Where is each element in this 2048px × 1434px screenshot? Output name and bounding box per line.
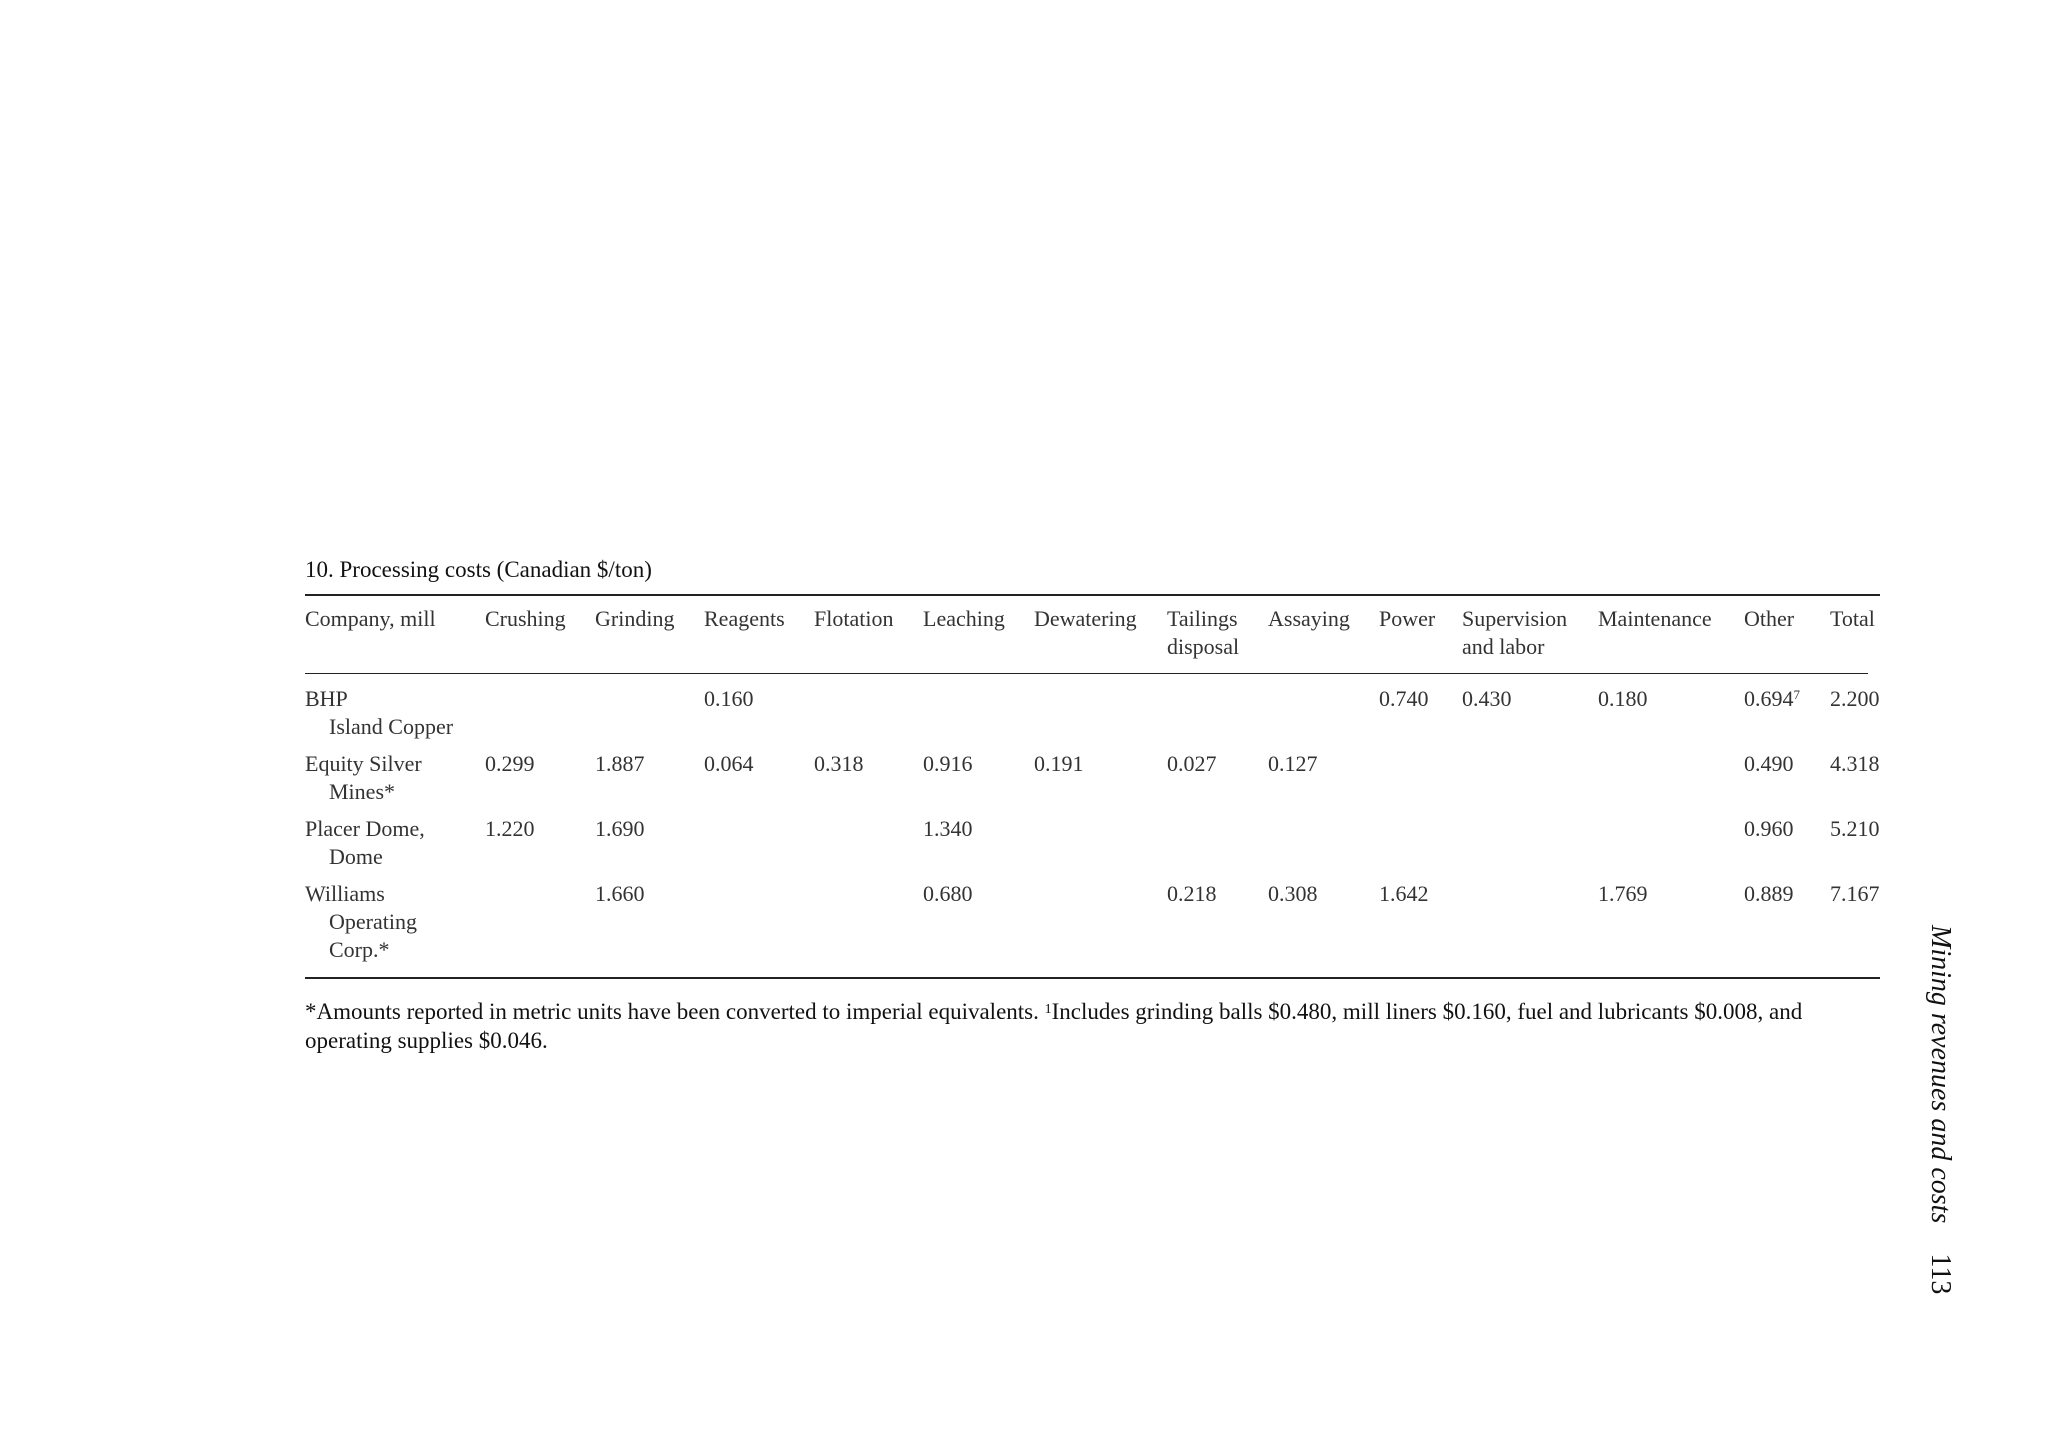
header-crushing: Crushing (485, 606, 566, 631)
header-dewatering: Dewatering (1034, 606, 1137, 631)
row-bhp-maintenance: 0.180 (1598, 686, 1648, 711)
company-line1: BHP (305, 686, 348, 711)
running-head (1920, 925, 1960, 1294)
company-line1: Placer Dome, (305, 816, 425, 841)
header-maintenance: Maintenance (1598, 606, 1712, 631)
row-placer-other: 0.960 (1744, 816, 1794, 841)
row-equity-leaching: 0.916 (923, 751, 973, 776)
header-supervision (1462, 605, 1567, 661)
header-flotation: Flotation (814, 606, 894, 631)
company-line2: Operating (329, 909, 417, 934)
row-williams-tailings: 0.218 (1167, 881, 1217, 906)
header-assaying: Assaying (1268, 606, 1350, 631)
header-total: Total (1830, 606, 1875, 631)
header-tailings-line1: Tailings (1167, 606, 1238, 631)
row-williams-leaching: 0.680 (923, 881, 973, 906)
header-grinding: Grinding (595, 606, 675, 631)
running-head-title: Mining revenues and costs (1925, 925, 1956, 1224)
row-equity-crushing: 0.299 (485, 751, 535, 776)
table-footnote (305, 997, 1865, 1055)
company-line1: Equity Silver (305, 751, 422, 776)
row-placer-company (305, 815, 425, 871)
row-williams-grinding: 1.660 (595, 881, 645, 906)
company-line2: Mines* (329, 779, 395, 804)
company-line3: Corp.* (329, 937, 390, 962)
header-power: Power (1379, 606, 1436, 631)
company-line1: Williams (305, 881, 385, 906)
row-bhp-other-value: 0.694 (1744, 686, 1794, 711)
row-williams-total: 7.167 (1830, 881, 1880, 906)
header-company: Company, mill (305, 606, 436, 631)
row-bhp-total: 2.200 (1830, 686, 1880, 711)
row-equity-dewatering: 0.191 (1034, 751, 1084, 776)
row-williams-maintenance: 1.769 (1598, 881, 1648, 906)
row-placer-total: 5.210 (1830, 816, 1880, 841)
row-equity-tailings: 0.027 (1167, 751, 1217, 776)
row-placer-grinding: 1.690 (595, 816, 645, 841)
footnote-part2: Includes grinding balls $0.480, mill liners $0.160, fuel and lubricants $0.008, and operating supplies $0.046. (305, 999, 1803, 1053)
row-equity-assaying: 0.127 (1268, 751, 1318, 776)
header-tailings (1167, 605, 1239, 661)
row-bhp-supervision: 0.430 (1462, 686, 1512, 711)
header-supervision-line2: and labor (1462, 634, 1545, 659)
row-equity-reagents: 0.064 (704, 751, 754, 776)
row-williams-other: 0.889 (1744, 881, 1794, 906)
row-equity-other: 0.490 (1744, 751, 1794, 776)
row-williams-power: 1.642 (1379, 881, 1429, 906)
row-bhp-reagents: 0.160 (704, 686, 754, 711)
header-reagents: Reagents (704, 606, 785, 631)
processing-costs-table (305, 0, 1885, 1000)
header-tailings-line2: disposal (1167, 634, 1240, 659)
row-equity-total: 4.318 (1830, 751, 1880, 776)
page-number: 113 (1925, 1253, 1956, 1295)
row-placer-leaching: 1.340 (923, 816, 973, 841)
row-bhp-other-note: 7 (1793, 687, 1800, 702)
footnote-marker: 1 (1044, 1002, 1052, 1017)
row-equity-company (305, 750, 422, 806)
row-bhp-company (305, 685, 453, 741)
row-placer-crushing: 1.220 (485, 816, 535, 841)
table-caption: 10. Processing costs (Canadian $/ton) (305, 557, 652, 582)
row-equity-flotation: 0.318 (814, 751, 864, 776)
company-line2: Island Copper (329, 714, 454, 739)
row-williams-company (305, 880, 417, 964)
header-leaching: Leaching (923, 606, 1005, 631)
footnote-part1: *Amounts reported in metric units have been converted to imperial equivalents. (305, 999, 1045, 1024)
row-bhp-power: 0.740 (1379, 686, 1429, 711)
row-bhp-other (1744, 685, 1800, 713)
company-line2: Dome (329, 844, 383, 869)
row-equity-grinding: 1.887 (595, 751, 645, 776)
row-williams-assaying: 0.308 (1268, 881, 1318, 906)
header-supervision-line1: Supervision (1462, 606, 1568, 631)
header-other: Other (1744, 606, 1795, 631)
